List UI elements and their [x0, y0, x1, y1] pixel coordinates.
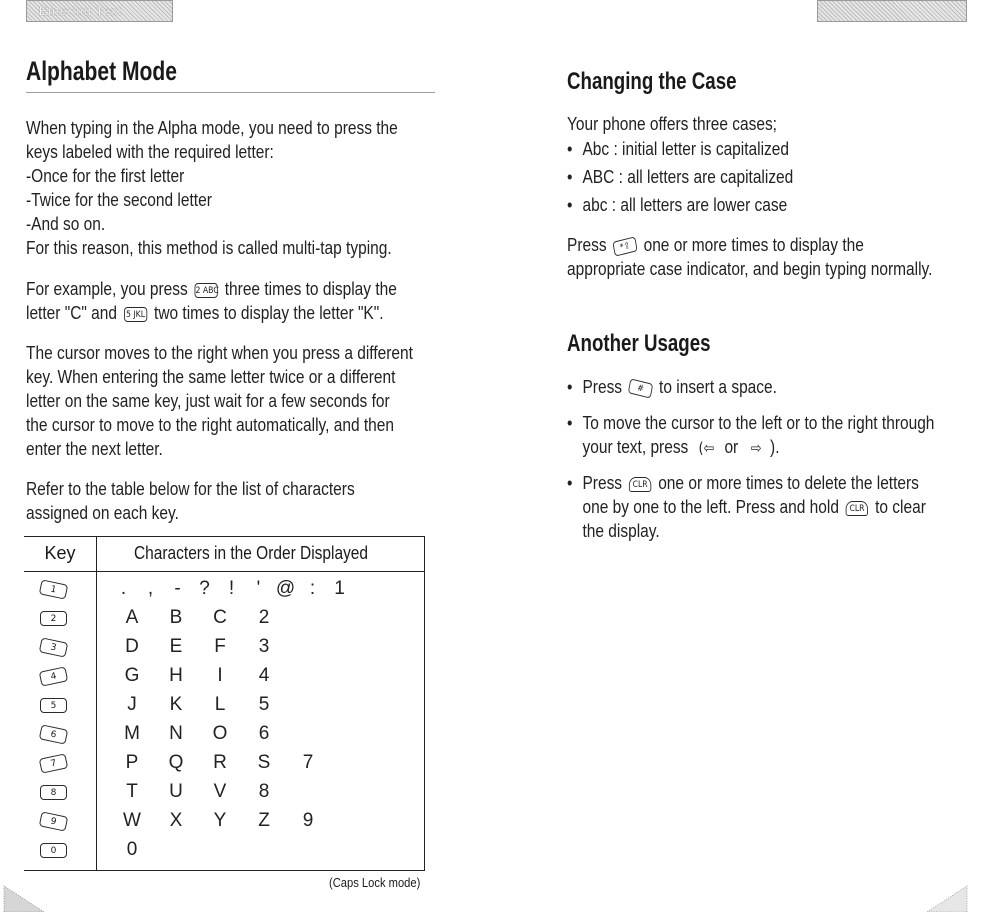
- alphabet-intro: [26, 116, 398, 260]
- usage-bullet-clear: [567, 471, 934, 495]
- alphabet-mode-title: Alphabet Mode: [26, 56, 177, 86]
- table-char: A: [125, 607, 139, 628]
- usage-text: to clear: [875, 497, 926, 517]
- table-char: B: [169, 607, 183, 628]
- chars-cell: [110, 636, 286, 658]
- usage-text: or: [724, 437, 739, 457]
- table-row: [24, 575, 424, 604]
- chars-cell: [110, 694, 286, 716]
- refer-line: assigned on each key.: [26, 503, 179, 523]
- table-header-chars: Characters in the Order Displayed: [134, 543, 369, 563]
- table-char: Q: [168, 752, 184, 773]
- key-2-icon: 2: [40, 611, 67, 626]
- key-3-icon: 3: [39, 638, 69, 658]
- table-char: W: [123, 810, 141, 831]
- key-9-icon: 9: [39, 812, 69, 832]
- header-tab-label: Entering Text: [39, 4, 122, 18]
- key-0-icon: 0: [40, 843, 67, 858]
- table-char: 9: [302, 810, 314, 831]
- changing-case-title: Changing the Case: [567, 68, 737, 95]
- another-usages-title: Another Usages: [567, 330, 711, 357]
- table-char: 3: [258, 636, 270, 657]
- table-char: ?: [199, 578, 210, 599]
- key-cell: [40, 668, 67, 686]
- usage-text: Press: [582, 473, 623, 493]
- key-8-icon: 8: [40, 785, 67, 800]
- usage-text: one by one to the left. Press and hold: [582, 497, 839, 517]
- usage-paragraph: [567, 375, 934, 543]
- table-char: .: [120, 578, 127, 599]
- press-text: appropriate case indicator, and begin typing normally.: [567, 259, 933, 279]
- case-paragraph: [567, 112, 793, 217]
- cursor-line: key. When entering the same letter twice or a different: [26, 367, 396, 387]
- key-cell: [40, 784, 67, 802]
- chars-cell: [110, 578, 353, 600]
- table-row: [24, 662, 424, 691]
- chars-cell: [110, 723, 286, 745]
- key-cell: [40, 639, 67, 657]
- page-header-tab-right: [817, 0, 967, 22]
- table-char: Y: [213, 810, 227, 831]
- usage-text: to insert a space.: [659, 377, 777, 397]
- title-divider: [26, 92, 435, 93]
- table-char: R: [213, 752, 227, 773]
- intro-line: When typing in the Alpha mode, you need to press the: [26, 118, 398, 138]
- key-cell: [40, 842, 67, 860]
- table-char: 8: [258, 781, 270, 802]
- cursor-line: The cursor moves to the right when you press a different: [26, 343, 413, 363]
- table-char: U: [169, 781, 183, 802]
- space-key-icon: #: [628, 378, 653, 398]
- table-char: @: [275, 578, 296, 599]
- example-text: letter "C" and: [26, 303, 118, 323]
- table-row: [24, 836, 424, 865]
- key-cell: [40, 755, 67, 773]
- table-char: 7: [302, 752, 314, 773]
- table-char: N: [169, 723, 183, 744]
- example-text: two times to display the letter "K".: [154, 303, 384, 323]
- table-char: F: [214, 636, 226, 657]
- key-cell: [40, 813, 67, 831]
- table-char: O: [212, 723, 228, 744]
- key-cell: [40, 581, 67, 599]
- table-char: -: [174, 578, 181, 599]
- table-char: C: [213, 607, 227, 628]
- character-table: [24, 536, 425, 871]
- case-bullet: • abc : all letters are lower case: [567, 193, 793, 217]
- case-bullet: • ABC : all letters are capitalized: [567, 165, 793, 189]
- cursor-line: the cursor to move to the right automatically, and then: [26, 415, 394, 435]
- table-char: :: [309, 578, 316, 599]
- table-char: P: [125, 752, 139, 773]
- table-char: V: [213, 781, 227, 802]
- press-star-paragraph: [567, 233, 932, 281]
- table-char: 5: [258, 694, 270, 715]
- key-5-icon: 5: [40, 698, 67, 713]
- key-cell: [40, 697, 67, 715]
- key-7-icon: 7: [39, 754, 69, 774]
- intro-line: -Once for the first letter: [26, 166, 185, 186]
- chars-cell: [110, 810, 330, 832]
- chars-cell: [110, 752, 330, 774]
- usage-text: Press: [582, 377, 623, 397]
- table-row: [24, 691, 424, 720]
- key-cell: [40, 726, 67, 744]
- table-char: 1: [334, 578, 345, 599]
- table-char: T: [126, 781, 138, 802]
- key-2-icon: 2 ABC: [195, 283, 218, 298]
- table-char: 6: [258, 723, 270, 744]
- refer-paragraph: [26, 477, 355, 525]
- usage-text: your text, press: [582, 437, 689, 457]
- table-char: K: [169, 694, 183, 715]
- table-char: I: [217, 665, 223, 686]
- table-row: [24, 807, 424, 836]
- table-row: [24, 604, 424, 633]
- table-row: [24, 633, 424, 662]
- key-6-icon: 6: [39, 725, 69, 745]
- table-header-key: Key: [44, 543, 76, 563]
- cursor-line: letter on the same key, just wait for a few seconds for: [26, 391, 390, 411]
- table-header-row: [24, 537, 424, 572]
- example-paragraph: [26, 277, 397, 325]
- chars-cell: [110, 665, 286, 687]
- table-caption: (Caps Lock mode): [329, 875, 421, 890]
- table-char: G: [124, 665, 140, 686]
- cursor-line: enter the next letter.: [26, 439, 163, 459]
- table-char: 0: [126, 839, 138, 860]
- usage-text: ).: [770, 437, 780, 457]
- press-text: Press: [567, 235, 607, 255]
- table-char: H: [169, 665, 183, 686]
- refer-line: Refer to the table below for the list of characters: [26, 479, 355, 499]
- table-char: 2: [258, 607, 270, 628]
- chars-cell: [110, 607, 286, 629]
- usage-bullet-space: [567, 375, 934, 399]
- case-intro: Your phone offers three cases;: [567, 114, 777, 134]
- chars-cell: [110, 781, 286, 803]
- table-char: M: [124, 723, 140, 744]
- table-char: L: [214, 694, 226, 715]
- table-char: Z: [258, 810, 270, 831]
- intro-line: -And so on.: [26, 214, 106, 234]
- clr-key-icon: CLR: [629, 477, 651, 492]
- page-header-tab-left: [26, 0, 173, 22]
- intro-line: -Twice for the second letter: [26, 190, 212, 210]
- usage-bullet-cursor: • To move the cursor to the left or to the right through: [567, 411, 934, 435]
- table-row: [24, 749, 424, 778]
- page-corner-ornament-right: [927, 882, 971, 912]
- usage-text: one or more times to delete the letters: [658, 473, 919, 493]
- left-arrow-key-icon: (⇦: [695, 441, 717, 456]
- table-row: [24, 778, 424, 807]
- table-row: [24, 720, 424, 749]
- table-char: J: [127, 694, 137, 715]
- table-char: ,: [147, 578, 154, 599]
- table-char: D: [125, 636, 139, 657]
- table-char: X: [169, 810, 183, 831]
- right-arrow-key-icon: ⇨: [745, 441, 767, 456]
- usage-text: the display.: [582, 521, 660, 541]
- example-text: three times to display the: [224, 279, 397, 299]
- example-text: For example, you press: [26, 279, 188, 299]
- page-corner-ornament-left: [0, 882, 44, 912]
- clr-key-icon: CLR: [846, 501, 868, 516]
- key-cell: [40, 610, 67, 628]
- press-text: one or more times to display the: [643, 235, 864, 255]
- star-shift-key-icon: *⇧: [612, 236, 637, 256]
- table-char: 4: [258, 665, 270, 686]
- intro-line: For this reason, this method is called multi-tap typing.: [26, 238, 392, 258]
- usage-bullet-cursor-cont: [567, 435, 934, 459]
- table-char: ': [256, 578, 261, 599]
- key-5-icon: 5 JKL: [124, 307, 147, 322]
- table-char: S: [257, 752, 271, 773]
- table-char: !: [228, 578, 235, 599]
- table-char: E: [169, 636, 183, 657]
- cursor-paragraph: [26, 341, 413, 461]
- chars-cell: [110, 839, 154, 861]
- key-1-icon: 1: [39, 580, 69, 600]
- intro-line: keys labeled with the required letter:: [26, 142, 274, 162]
- key-4-icon: 4: [39, 667, 69, 687]
- case-bullet: • Abc : initial letter is capitalized: [567, 137, 793, 161]
